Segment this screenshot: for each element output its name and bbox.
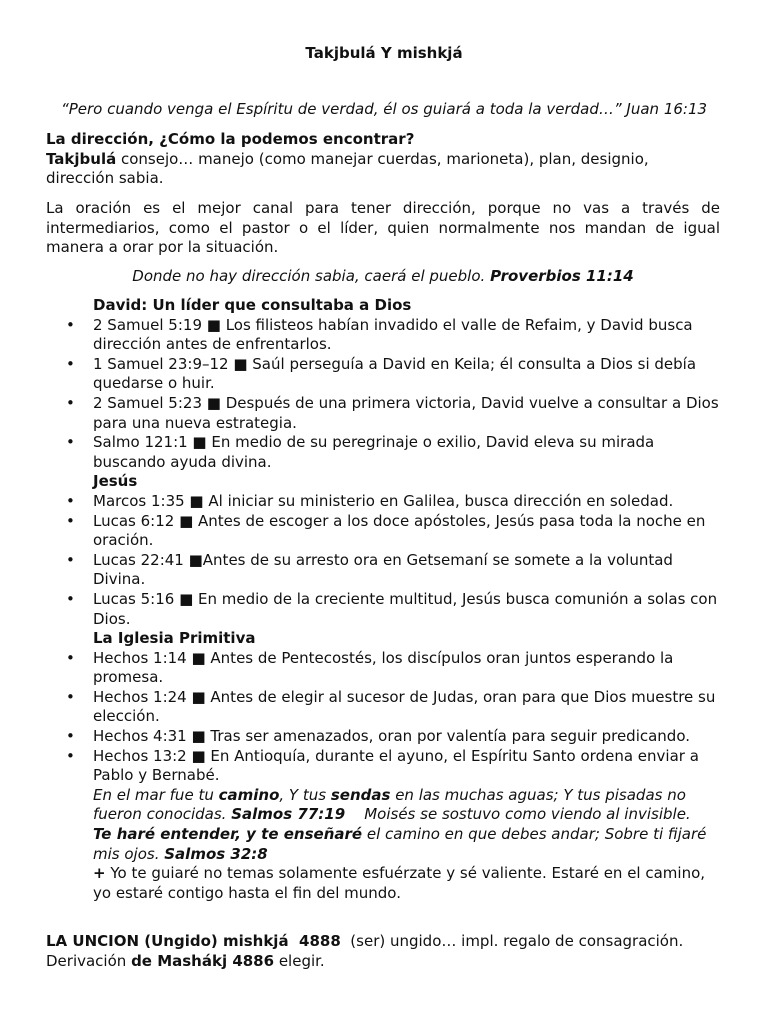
definition-section — [46, 130, 720, 189]
proverb-reference: Proverbios 11:14 — [490, 267, 634, 285]
examples-list — [46, 296, 720, 903]
derivacion-line: Derivación de Mashákj 4886 elegir. — [46, 951, 325, 970]
proverb-line: Donde no hay dirección sabia, caerá el pueblo. Proverbios 11:14 — [132, 267, 634, 285]
uncion-line: LA UNCION (Ungido) mishkjá 4888 (ser) ungido… impl. regalo de consagración. — [46, 932, 684, 950]
epigraph-quote: “Pero cuando venga el Espíritu de verdad, él os guiará a toda la verdad…” Juan 16:13 — [60, 100, 708, 118]
bullet-icon: • — [66, 687, 75, 706]
list-item-text: Lucas 6:12 ■ Antes de escoger a los doce apóstoles, Jesús pasa toda la noche en oración. — [93, 511, 706, 550]
list-item-text: Marcos 1:35 ■ Al iniciar su ministerio en Galilea, busca dirección en soledad. — [93, 491, 674, 510]
prayer-paragraph: La oración es el mejor canal para tener dirección, porque no vas a través de intermediarios, como el pastor o el líder, quien normalmente nos mandan de igual manera a orar por la situación. — [46, 199, 720, 257]
list-item — [46, 551, 720, 590]
bullet-icon: • — [66, 354, 75, 373]
list-item — [46, 688, 720, 727]
list-item — [46, 316, 720, 355]
uncion-section — [46, 932, 720, 971]
list-item-text: Hechos 4:31 ■ Tras ser amenazados, oran por valentía para seguir predicando. — [93, 727, 691, 746]
list-item — [46, 512, 720, 551]
list-item — [46, 433, 720, 472]
bullet-icon: • — [66, 393, 75, 412]
bullet-icon: • — [66, 727, 75, 746]
bullet-icon: • — [66, 550, 75, 569]
bullet-icon: • — [66, 746, 75, 765]
bullet-icon: • — [66, 648, 75, 667]
bullet-icon: • — [66, 511, 75, 530]
psalm77-verse: En el mar fue tu camino, Y tus sendas en las muchas aguas; Y tus pisadas no fueron conocidas. Salmos 77:19 Moisés se sostuvo como viendo al invisible. — [93, 785, 691, 824]
definition-term: Takjbulá — [46, 149, 117, 168]
group-heading: David: Un líder que consultaba a Dios — [93, 296, 412, 314]
list-item — [46, 492, 720, 512]
psalm32-verse: Te haré entender, y te enseñaré el camino en que debes andar; Sobre ti fijaré mis ojos. Salmos 32:8 — [93, 825, 707, 863]
list-item — [46, 727, 720, 747]
group-heading: La Iglesia Primitiva — [93, 629, 256, 648]
bullet-icon: • — [66, 589, 75, 608]
definition-text: Takjbulá consejo… manejo (como manejar cuerdas, marioneta), plan, designio, dirección sabia. — [46, 149, 649, 188]
list-item — [46, 747, 720, 786]
list-item-text: Hechos 1:24 ■ Antes de elegir al sucesor de Judas, oran para que Dios muestre su elección. — [93, 687, 716, 726]
list-item — [46, 355, 720, 394]
groups-container — [46, 296, 720, 786]
list-item-text: 2 Samuel 5:19 ■ Los filisteos habían invadido el valle de Refaim, y David busca dirección antes de enfrentarlos. — [93, 315, 693, 354]
list-item-text: 2 Samuel 5:23 ■ Después de una primera victoria, David vuelve a consultar a Dios para una nueva estrategia. — [93, 393, 719, 432]
list-item — [46, 394, 720, 433]
bullet-icon: • — [66, 315, 75, 334]
bullet-icon: • — [66, 491, 75, 510]
list-item-text: Hechos 1:14 ■ Antes de Pentecostés, los discípulos oran juntos esperando la promesa. — [93, 648, 674, 687]
list-item-text: Hechos 13:2 ■ En Antioquía, durante el ayuno, el Espíritu Santo ordena enviar a Pablo y Bernabé. — [93, 746, 699, 785]
list-item-text: Salmo 121:1 ■ En medio de su peregrinaje o exilio, David eleva su mirada buscando ayuda divina. — [93, 433, 655, 471]
section-question: La dirección, ¿Cómo la podemos encontrar? — [46, 130, 415, 148]
list-item — [46, 590, 720, 629]
psalm77-reference: Salmos 77:19 — [231, 805, 346, 824]
list-item-text: 1 Samuel 23:9–12 ■ Saúl perseguía a David en Keila; él consulta a Dios si debía quedarse o huir. — [93, 354, 697, 393]
bullet-icon: • — [66, 433, 75, 452]
list-item-text: Lucas 22:41 ■Antes de su arresto ora en Getsemaní se somete a la voluntad Divina. — [93, 550, 673, 589]
list-item-text: Lucas 5:16 ■ En medio de la creciente multitud, Jesús busca comunión a solas con Dios. — [93, 589, 718, 628]
psalm32-reference: Salmos 32:8 — [164, 844, 268, 863]
promise-line: + Yo te guiaré no temas solamente esfuérzate y sé valiente. Estaré en el camino, yo estaré contigo hasta el fin del mundo. — [93, 864, 706, 902]
document-title: Takjbulá Y mishkjá — [305, 44, 463, 62]
plus-icon: + — [93, 864, 106, 883]
group-heading: Jesús — [93, 472, 138, 491]
list-item — [46, 649, 720, 688]
